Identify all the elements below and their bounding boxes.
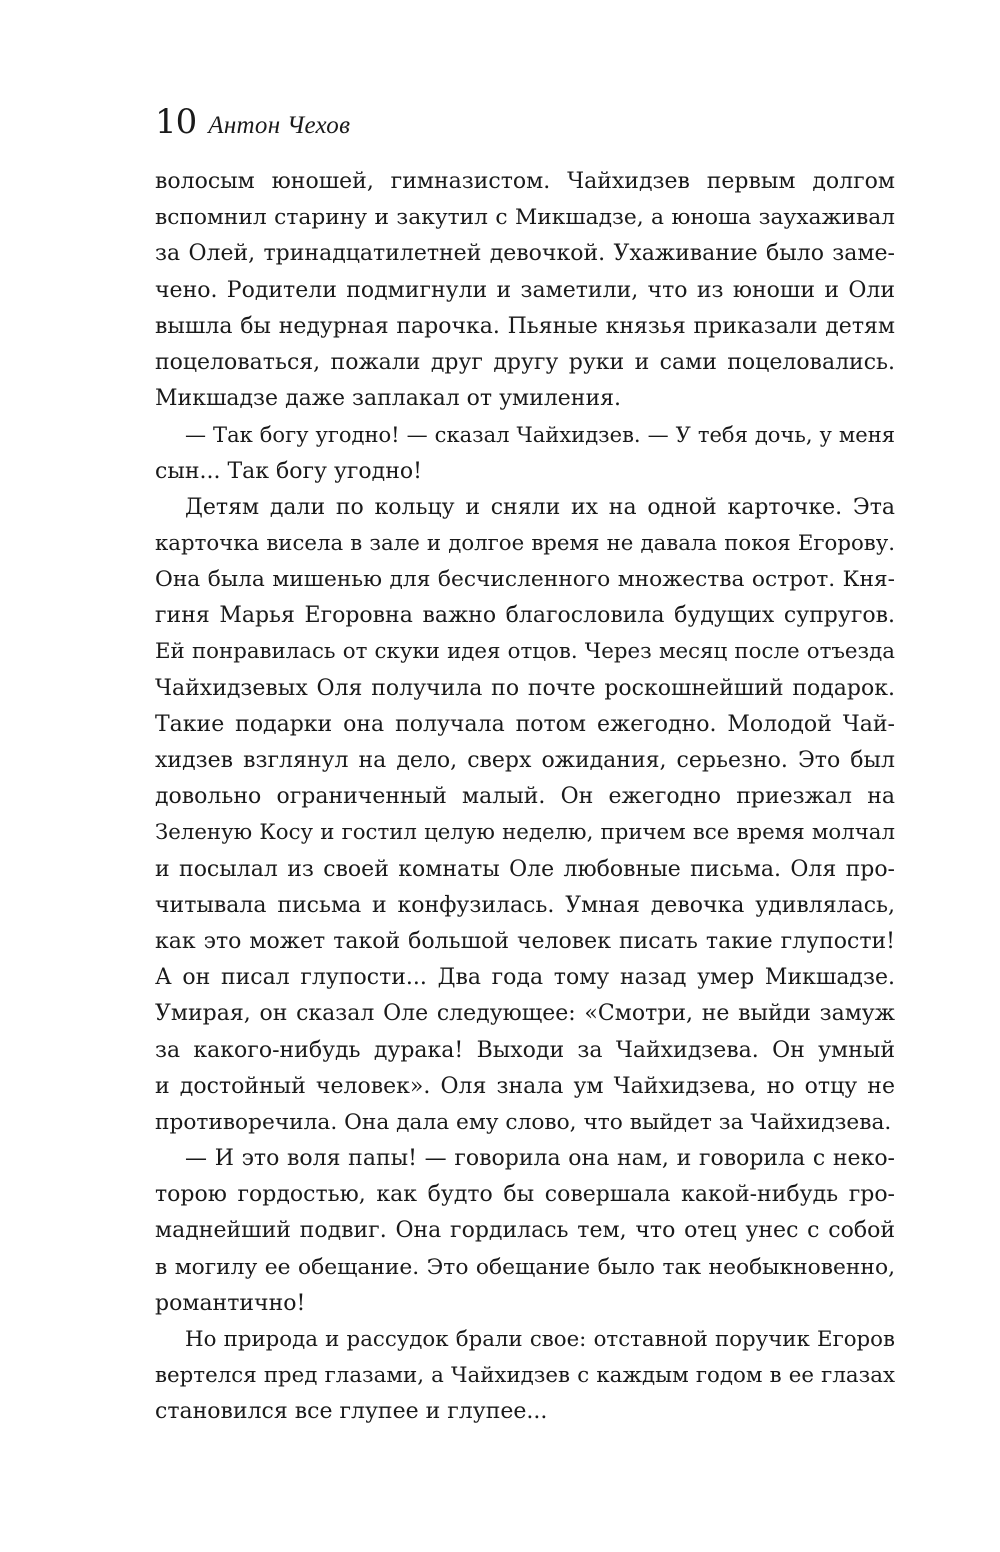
text-line: в могилу ее обещание. Это обещание было так необыкновенно, — [155, 1254, 895, 1280]
text-line: за какого-нибудь дурака! Выходи за Чайхидзева. Он умный — [155, 1037, 895, 1063]
text-line: вертелся пред глазами, а Чайхидзев с каждым годом в ее глазах — [155, 1363, 895, 1389]
paragraph — [155, 164, 895, 417]
text-line: довольно ограниченный малый. Он ежегодно приезжал на — [155, 784, 895, 810]
text-line: чено. Родители подмигнули и заметили, что из юноши и Оли — [155, 277, 895, 303]
text-line: маднейший подвиг. Она гордилась тем, что отец унес с собой — [155, 1218, 895, 1244]
text-line: Она была мишенью для бесчисленного множества острот. Кня- — [155, 567, 895, 593]
text-line: — Так богу угодно! — сказал Чайхидзев. — У тебя дочь, у меня — [185, 422, 895, 448]
text-line: и достойный человек». Оля знала ум Чайхидзева, но отцу не — [155, 1073, 895, 1099]
text-line: гиня Марья Егоровна важно благословила будущих супругов. — [155, 603, 895, 629]
text-line: Умирая, он сказал Оле следующее: «Смотри, не выйди замуж — [155, 1001, 895, 1027]
text-line: за Олей, тринадцатилетней девочкой. Ухаживание было заме- — [155, 241, 895, 267]
text-line: вышла бы недурная парочка. Пьяные князья приказали детям — [155, 313, 895, 339]
author-name: Антон Чехов — [208, 112, 351, 139]
running-header — [155, 100, 350, 144]
text-line: карточка висела в зале и долгое время не давала покоя Егорову. — [155, 530, 895, 556]
text-line: становился все глупее и глупее... — [155, 1399, 548, 1425]
body-text — [155, 164, 895, 1431]
text-line: Такие подарки она получала потом ежегодно. Молодой Чай- — [155, 711, 895, 737]
text-line: как это может такой большой человек писать такие глупости! — [155, 928, 895, 954]
text-line: поцеловаться, пожали друг другу руки и сами поцеловались. — [155, 349, 895, 375]
text-line: Детям дали по кольцу и сняли их на одной карточке. Эта — [185, 494, 895, 520]
text-line: хидзев взглянул на дело, сверх ожидания, серьезно. Это был — [155, 748, 895, 773]
paragraph — [155, 417, 895, 489]
text-line: Но природа и рассудок брали свое: отставной поручик Егоров — [185, 1327, 895, 1352]
paragraph — [155, 1141, 895, 1322]
text-line: сын... Так богу угодно! — [155, 458, 422, 484]
text-line: и посылал из своей комнаты Оле любовные письма. Оля про- — [155, 856, 895, 882]
text-line: Чайхидзевых Оля получила по почте роскошнейший подарок. — [155, 675, 895, 701]
text-line: читывала письма и конфузилась. Умная девочка удивлялась, — [155, 892, 895, 918]
text-line: Ей понравилась от скуки идея отцов. Через месяц после отъезда — [155, 639, 895, 665]
text-line: Зеленую Косу и гостил целую неделю, причем все время молчал — [155, 820, 895, 846]
text-line: — И это воля папы! — говорила она нам, и говорила с неко- — [185, 1146, 895, 1172]
text-line: А он писал глупости... Два года тому назад умер Микшадзе. — [155, 965, 895, 991]
text-line: торою гордостью, как будто бы совершала какой-нибудь гро- — [155, 1182, 895, 1208]
text-line: вспомнил старину и закутил с Микшадзе, а юноша заухаживал — [155, 205, 895, 231]
page-number: 10 — [155, 102, 197, 142]
paragraph — [155, 1322, 895, 1431]
text-line: волосым юношей, гимназистом. Чайхидзев первым долгом — [155, 169, 895, 194]
text-line: романтично! — [155, 1290, 306, 1316]
text-line: Микшадзе даже заплакал от умиления. — [155, 386, 622, 412]
paragraph — [155, 490, 895, 1141]
text-line: противоречила. Она дала ему слово, что выйдет за Чайхидзева. — [155, 1109, 892, 1135]
